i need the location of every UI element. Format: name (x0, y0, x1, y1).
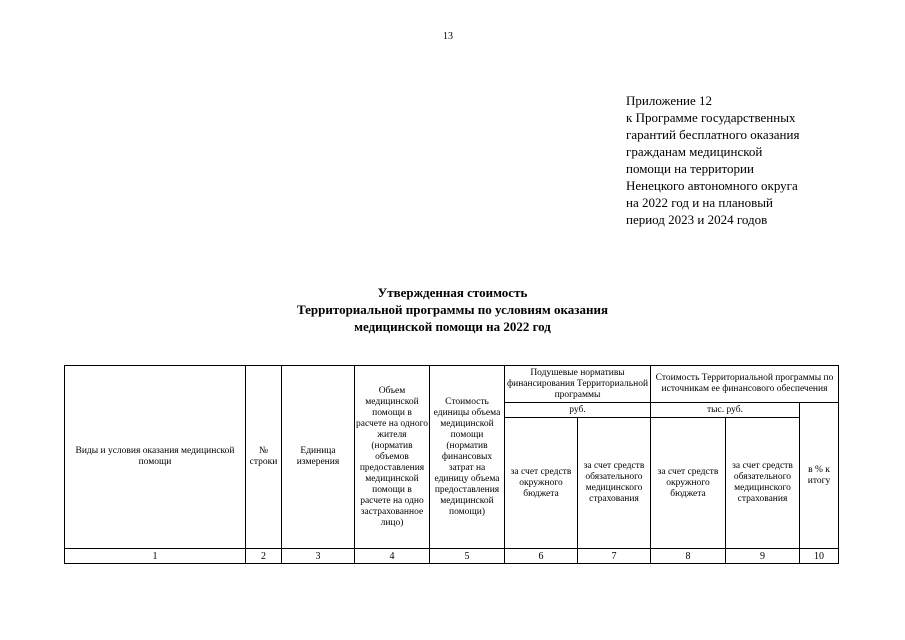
header-per-capita: Подушевые нормативы финансирования Территориальной программы (505, 366, 651, 403)
header-insurance-rub: за счет средств обязательного медицинского страхования (578, 418, 651, 549)
header-thousand-rub: тыс. руб. (651, 403, 800, 418)
column-number: 7 (578, 549, 651, 564)
header-percent: в % к итогу (800, 403, 839, 549)
column-number: 1 (65, 549, 246, 564)
header-unit: Единица измерения (282, 366, 355, 549)
appendix-reference (626, 92, 866, 228)
appendix-line: период 2023 и 2024 годов (626, 212, 768, 227)
document-title (200, 284, 705, 335)
appendix-line: Ненецкого автономного округа (626, 178, 798, 193)
header-district-budget-thousand: за счет средств окружного бюджета (651, 418, 726, 549)
column-number: 8 (651, 549, 726, 564)
header-program-cost: Стоимость Территориальной программы по источникам ее финансового обеспечения (651, 366, 839, 403)
header-types-of-care: Виды и условия оказания медицинской помощи (65, 366, 246, 549)
appendix-line: гарантий бесплатного оказания (626, 127, 800, 142)
page-number: 13 (443, 31, 453, 42)
column-number: 2 (246, 549, 282, 564)
title-line: Территориальной программы по условиям оказания (296, 302, 609, 317)
title-line: медицинской помощи на 2022 год (354, 319, 551, 334)
appendix-line: на 2022 год и на плановый (626, 195, 773, 210)
header-unit-cost: Стоимость единицы объема медицинской помощи (норматив финансовых затрат на единицу объема предоставления медицинской помощи) (430, 366, 505, 549)
cost-table (64, 365, 839, 564)
column-number: 3 (282, 549, 355, 564)
column-number-row (65, 549, 839, 564)
header-district-budget-rub: за счет средств окружного бюджета (505, 418, 578, 549)
appendix-line: помощи на территории (626, 161, 754, 176)
header-insurance-thousand: за счет средств обязательного медицинского страхования (726, 418, 800, 549)
column-number: 9 (726, 549, 800, 564)
appendix-line: к Программе государственных (626, 110, 796, 125)
column-number: 5 (430, 549, 505, 564)
header-rub: руб. (505, 403, 651, 418)
column-number: 6 (505, 549, 578, 564)
column-number: 10 (800, 549, 839, 564)
header-volume: Объем медицинской помощи в расчете на одного жителя (норматив объемов предоставления медицинской помощи в расчете на одно застрахованное лицо) (355, 366, 430, 549)
appendix-line: Приложение 12 (626, 93, 713, 108)
appendix-line: гражданам медицинской (626, 144, 763, 159)
column-number: 4 (355, 549, 430, 564)
header-row-number: № строки (246, 366, 282, 549)
title-line: Утвержденная стоимость (377, 285, 528, 300)
